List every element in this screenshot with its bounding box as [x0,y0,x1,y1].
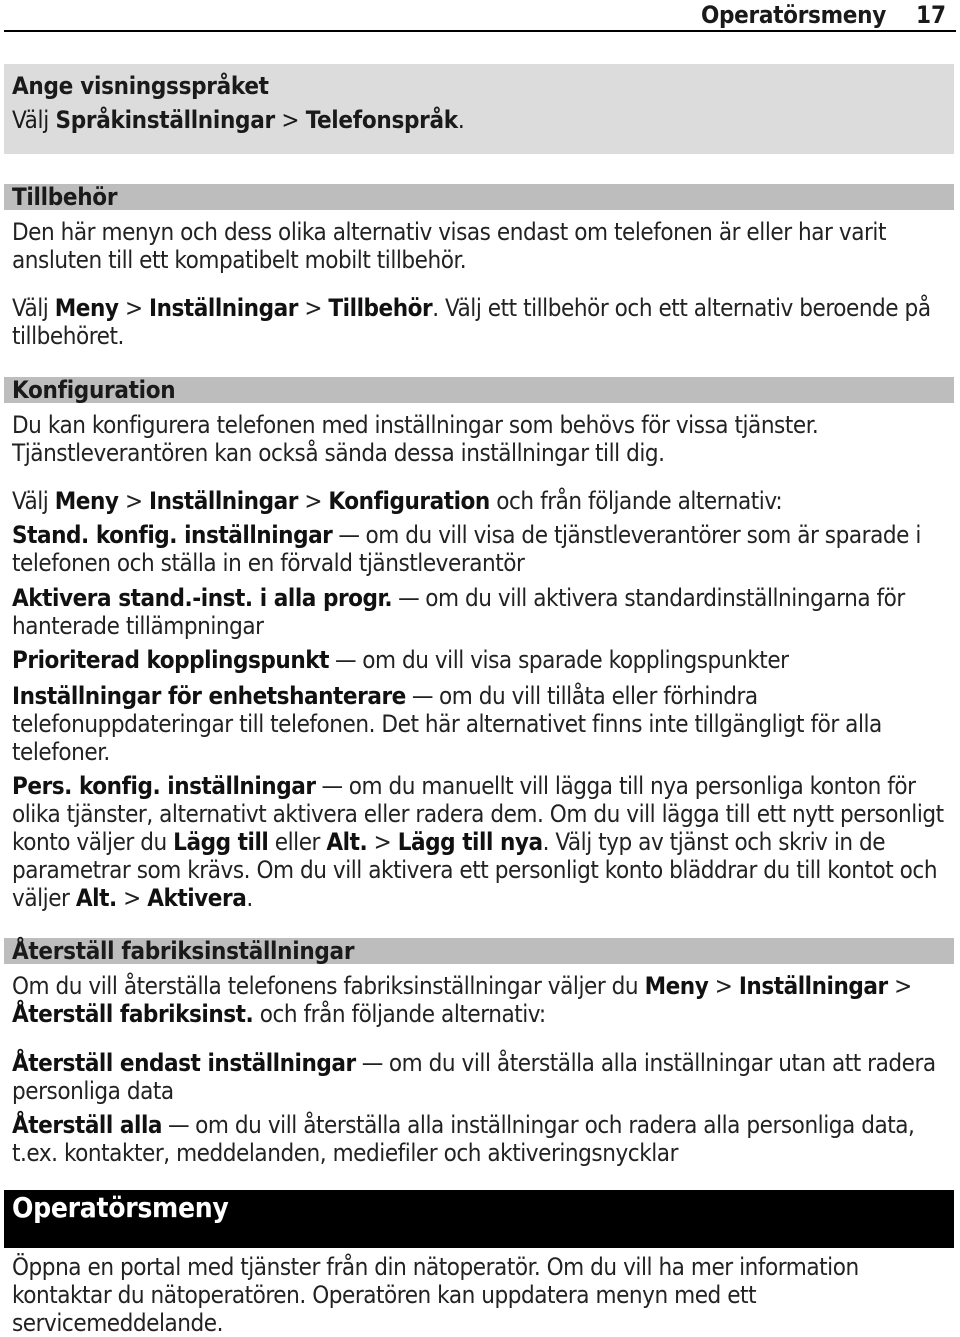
option-item: Återställ endast inställningar — om du vill återställa alla inställningar utan att radera personliga data [12,1049,936,1105]
konfiguration-path: Välj Meny > Inställningar > Konfiguration och från följande alternativ: [12,487,783,515]
aterstall-intro: Om du vill återställa telefonens fabriksinställningar väljer du Meny > Inställningar > Återställ fabriksinst. och från följande alternativ: [12,972,912,1028]
tillbehor-intro: Den här menyn och dess olika alternativ visas endast om telefonen är eller har varit ansluten till ett kompatibelt mobilt tillbehör. [12,218,886,274]
page-header [4,0,956,32]
option-item: Återställ alla — om du vill återställa alla inställningar och radera alla personliga data, t.ex. kontakter, meddelanden, mediefiler och aktiveringsnycklar [12,1111,915,1167]
language-tip-box [4,64,954,154]
section-heading-aterstall: Återställ fabriksinställningar [4,938,954,964]
option-item: Prioriterad kopplingspunkt — om du vill visa sparade kopplingspunkter [12,646,789,674]
menu-path-item: Telefonspråk [305,106,458,134]
konfiguration-intro: Du kan konfigurera telefonen med inställningar som behövs för vissa tjänster. Tjänstleverantören kan också sända dessa inställningar till dig. [12,411,819,467]
option-item-pers-konfig: Pers. konfig. inställningar — om du manuellt vill lägga till nya personliga konton för olika tjänster, alternativt aktivera eller radera dem. Om du vill lägga till ett nytt personligt konto väljer du Lägg till eller Alt. > Lägg till nya. Välj typ av tjänst och skriv in de parametrar som krävs. Om du vill aktivera ett personligt konto bläddrar du till kontot och väljer Alt. > Aktivera. [12,772,944,912]
operator-body: Öppna en portal med tjänster från din nätoperatör. Om du vill ha mer information kontaktar du nätoperatören. Operatören kan uppdatera menyn med ett servicemeddelande. [12,1253,859,1337]
section-heading-tillbehor: Tillbehör [4,184,954,210]
language-tip-title: Ange visningsspråket [12,72,269,100]
chapter-heading-operatorsmeny: Operatörsmeny [4,1190,954,1248]
option-item: Aktivera stand.-inst. i alla progr. — om du vill aktivera standardinställningarna för hanterade tillämpningar [12,584,905,640]
language-tip-body: Välj Språkinställningar > Telefonspråk. [12,106,465,134]
running-title: Operatörsmeny [700,1,886,29]
menu-path-item: Språkinställningar [55,106,275,134]
option-item: Stand. konfig. inställningar — om du vill visa de tjänstleverantörer som är sparade i telefonen och ställa in en förvald tjänstleverantör [12,521,921,577]
tillbehor-path: Välj Meny > Inställningar > Tillbehör. Välj ett tillbehör och ett alternativ beroende på tillbehöret. [12,294,931,350]
option-item: Inställningar för enhetshanterare — om du vill tillåta eller förhindra telefonuppdateringar till telefonen. Det här alternativet finns inte tillgängligt för alla telefoner. [12,682,882,766]
section-heading-konfiguration: Konfiguration [4,377,954,403]
page-number: 17 [915,1,946,29]
